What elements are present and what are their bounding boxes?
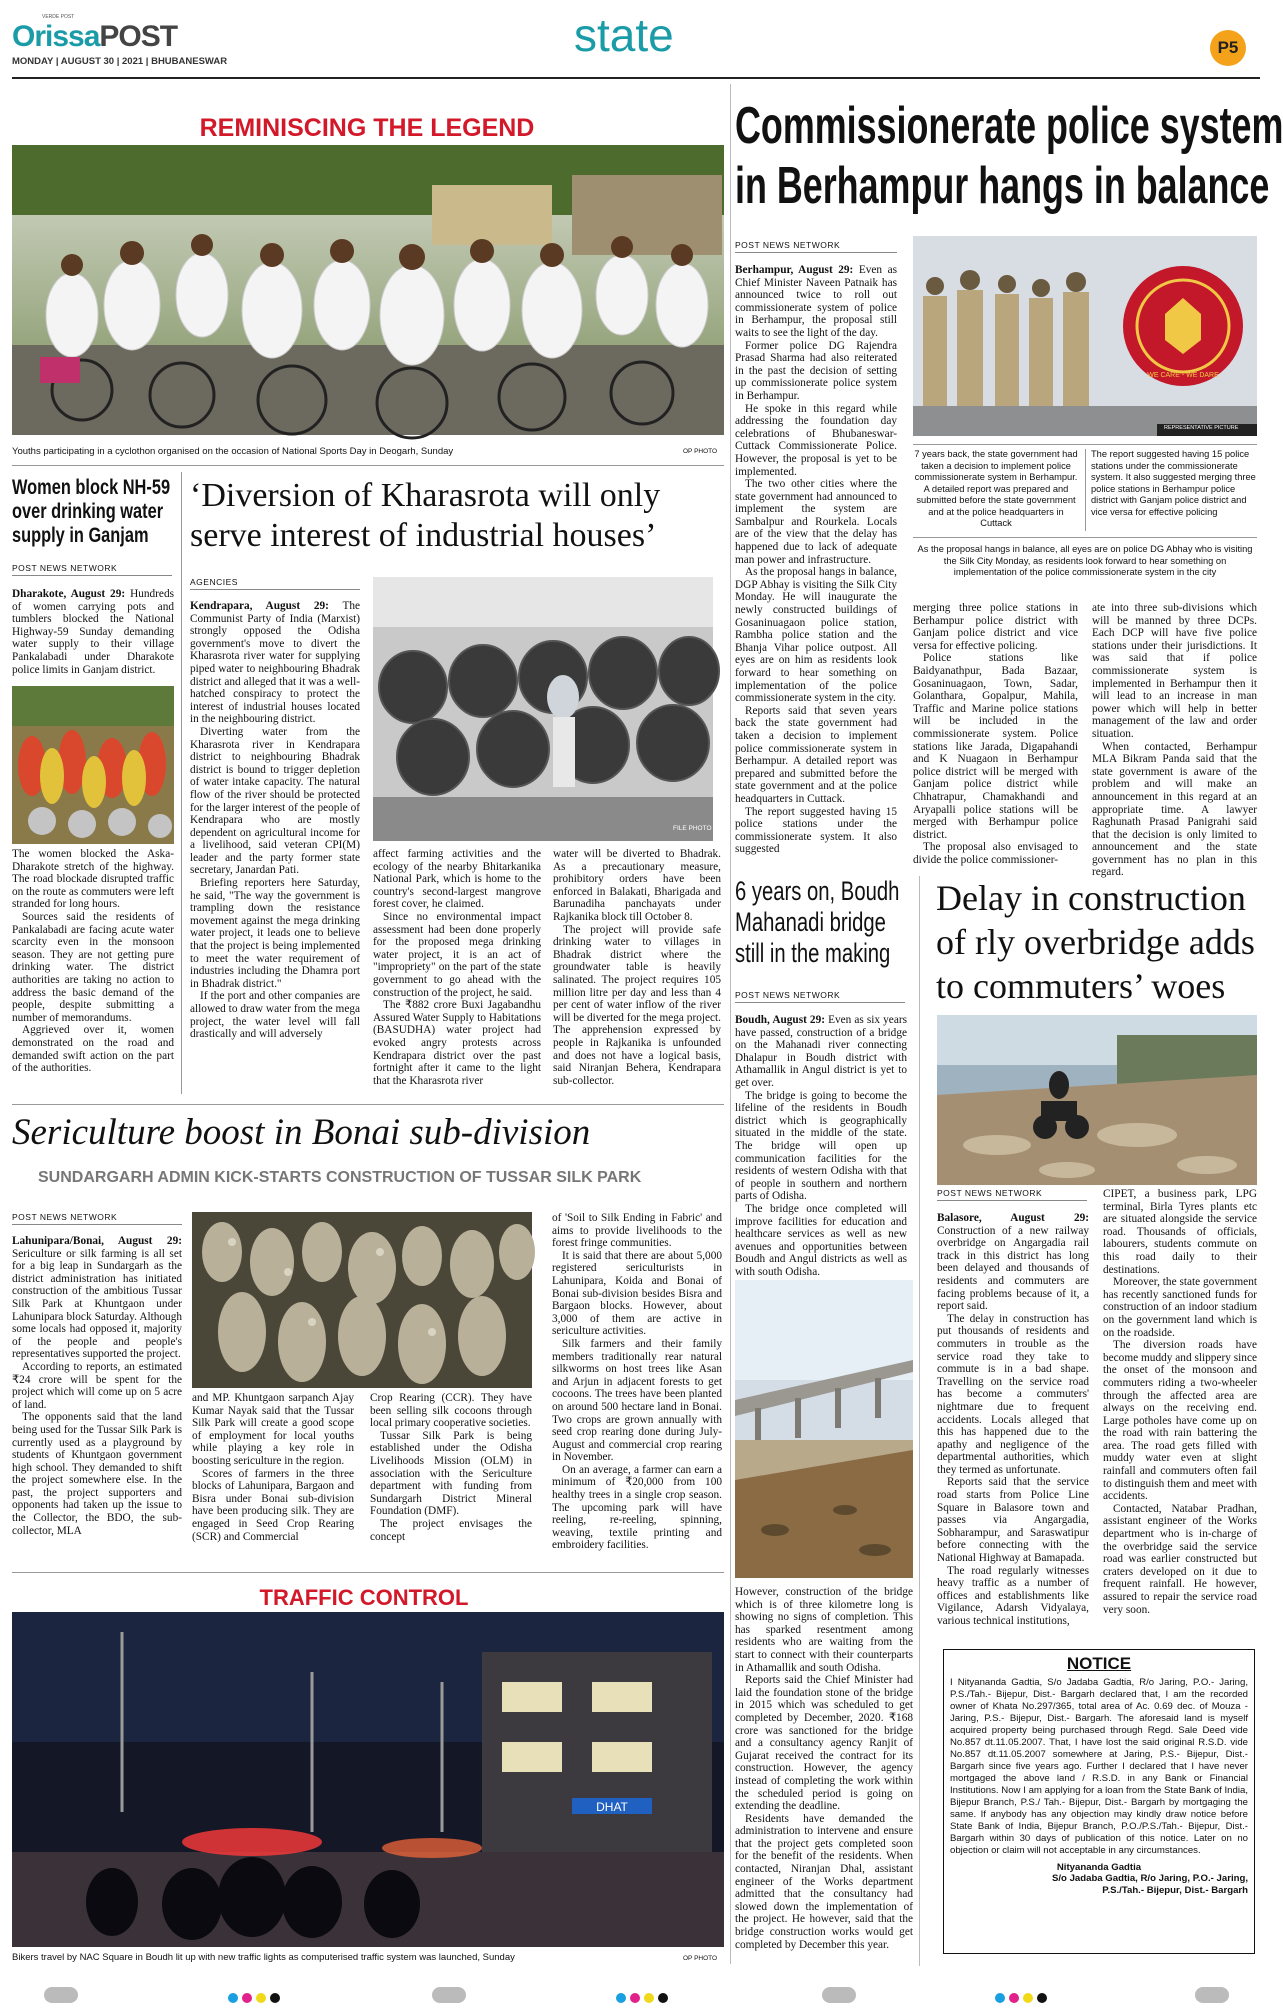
berhampur-paragraph: Even as Chief Minister Naveen Patnaik has announced twice to roll out commissionerate system of police in Berhampur, the proposal still waits to see the light of the day. (735, 264, 897, 339)
sericulture-paragraph: and MP. Khuntgaon sarpanch Ajay Kumar Nayak said that the Tussar Silk Park will create a good scope of employment for local youths while playing a key role in boosting sericulture in the region. (192, 1392, 354, 1467)
pipes-illustration (373, 577, 713, 841)
berhampur-paragraph: He spoke in this regard while addressing the foundation day celebrations of Bhubaneswar-Cuttack Commissionerate Police. However, the proposal is yet to be implemented. (735, 402, 897, 478)
berhampur-dateline: Berhampur, August 29: (735, 264, 854, 276)
overbridge-col1 (937, 1212, 1089, 1628)
traffic-credit: OP PHOTO (683, 1955, 718, 1962)
kharasrota-paragraph: Diverting water from the Kharasrota river in Kendrapara district to neighbouring Bhadrak district is bound to trigger depletion of water intake capacity. The natural flow of the river should be protected for the larger interest of the people of Kendrapara who are mostly dependent on agricultural income for a livelihood, said veteran CPI(M) leader and the party former state secretary, Janardan Pati. (190, 725, 360, 877)
page-number-badge: P5 (1210, 30, 1246, 66)
overbridge-paragraph: The road regularly witnesses heavy traffic as a number of offices and establishments like Vigilance, Adarsh Vidyalaya, various technical institutions, (937, 1564, 1089, 1627)
ganjam-body-top (12, 588, 174, 680)
bridge-photo (735, 1280, 913, 1578)
berhampur-col3 (1092, 602, 1257, 879)
kharasrota-col2 (373, 848, 541, 1094)
traffic-caption: Bikers travel by NAC Square in Boudh lit up with new traffic lights as computerised traffic system was launched, Sunday (12, 1952, 515, 1963)
legal-notice (943, 1649, 1255, 1954)
pothole-road-photo (937, 1015, 1257, 1185)
ganjam-photo (12, 686, 174, 844)
kharasrota-paragraph: affect farming activities and the ecology of the nearby Bhitarkanika National Park, which is home to the country's second-largest mangrove forest cover, he claimed. (373, 848, 541, 911)
kharasrota-paragraph: The project will provide safe drinking water to villages in Bhadrak district where the groundwater table is heavily salinated. The project requires 105 million litre per day and less than 4 per cent of water inflow of the river will be diverted for the mega project. The apprehension expressed by people in Rajkanika is unfounded and does not have a logical basis, said Niranjan Behera, Kendrapara sub-collector. (553, 923, 721, 1087)
pullquote: The report suggested having 15 police stations under the commissionerate system. It also suggested merging three police stations in Berhampur police district with Ganjam police district and vice versa for effective policing (1091, 449, 1256, 517)
overbridge-col2 (1103, 1188, 1257, 1628)
pullquote-divider (1085, 449, 1086, 531)
pipes-photo (373, 577, 713, 841)
police-emblem-text: WE CARE - WE DARE (1147, 372, 1219, 379)
berhampur-paragraph: The proposal also envisaged to divide the police commissioner- (913, 841, 1078, 866)
column-divider (730, 84, 731, 1964)
notice-title: NOTICE (1066, 1654, 1132, 1673)
logo (12, 20, 177, 54)
sericulture-paragraph: It is said that there are about 5,000 registered sericulturists in Lahunipara, Koida and Bonai of Bonai sub-division besides Bisra and Bargaon blocks. However, about 3,000 of them are active in sericulture activities. (552, 1249, 722, 1338)
overbridge-dateline: Balasore, August 29: (937, 1212, 1089, 1224)
pipes-credit: FILE PHOTO (673, 825, 712, 832)
boudh-paragraph: The bridge is going to become the lifeline of the residents in Boudh district which is geographically situated in the middle of the state. The bridge will open up communication facilities for the residents of western Odisha with that of people in southern and northern parts of Odisha. (735, 1089, 907, 1203)
ganjam-headline-line: over drinking water (12, 500, 164, 523)
sericulture-col4 (552, 1212, 722, 1564)
ganjam-headline (12, 476, 192, 548)
traffic-sign-text: DHAT (596, 1800, 628, 1814)
police-illustration (913, 236, 1257, 436)
kharasrota-headline-line: serve interest of industrial houses’ (190, 517, 657, 554)
berhampur-paragraph: The two other cities where the state government had announced to implement the system are Sambalpur and Rourkela. Locals are of the view that the delay has happened due to lack of adequate man power and infrastructure. (735, 478, 897, 566)
legend-kicker: REMINISCING THE LEGEND (199, 114, 535, 142)
overbridge-paragraph: The delay in construction has put thousands of residents and commuters in trouble as the service road they take to commute is in a bad shape. Travelling on the service road has become a commuters' nightmare due to frequent accidents. Locals alleged that this has happened due to the apathy and negligence of the departmental authorities, which they termed as unfortunate. (937, 1312, 1089, 1476)
print-registration-marks (0, 1984, 1272, 2006)
cmyk-swatches (616, 1990, 668, 2008)
police-photo (913, 236, 1257, 436)
sericulture-col1 (12, 1235, 182, 1565)
sericulture-paragraph: Tussar Silk Park is being established under the Odisha Livelihoods Mission (OLM) in association with the Sericulture department with funding from Sundargarh District Mineral Foundation (DMF). (370, 1429, 532, 1518)
berhampur-paragraph: Reports said that seven years back the state government had taken a decision to implement police commissionerate system in Berhampur. A detailed report was prepared and submitted before the state government and at the police headquarters in Cuttack. (735, 704, 897, 805)
sericulture-col2 (192, 1392, 354, 1564)
berhampur-paragraph: The report suggested having 15 police stations under the commissionerate system. It also suggested (735, 805, 897, 856)
overbridge-headline-line: to commuters’ woes (936, 966, 1226, 1006)
traffic-photo (12, 1612, 724, 1947)
kharasrota-dateline: Kendrapara, August 29: (190, 600, 329, 612)
sericulture-paragraph: According to reports, an estimated ₹24 crore will be spent for the project which will come up on 5 acre of land. (12, 1360, 182, 1411)
masthead-divider (12, 77, 1260, 79)
sericulture-dateline: Lahunipara/Bonai, August 29: (12, 1235, 182, 1247)
boudh-paragraph: Even as six years have passed, construction of a bridge on the Mahanadi river connecting Dhalapur in Boudh district with Athamallik in Angul district is yet to get over. (735, 1014, 907, 1089)
pothole-road-illustration (937, 1015, 1257, 1185)
logo-tag: VERDE POST (42, 14, 75, 20)
registration-dot (822, 1987, 856, 2003)
ganjam-paragraph: Hundreds of women carrying pots and tumblers blocked the National Highway-59 Sunday demanding water supply to their village Pankalabadi under Dharakote police limits in Ganjam district. (12, 588, 174, 676)
cyclothon-illustration (12, 145, 724, 435)
registration-dot (44, 1987, 78, 2003)
cmyk-swatches (228, 1990, 280, 2008)
berhampur-paragraph: Former police DG Rajendra Prasad Sharma had also reiterated in the past the decision of setting up commissionerate police system in Berhampur. (735, 339, 897, 402)
ganjam-body (12, 848, 174, 1094)
sericulture-paragraph: The project envisages the concept (370, 1517, 532, 1543)
kharasrota-col1 (190, 600, 360, 1094)
notice-signer: Nityananda Gadtia (1056, 1862, 1142, 1873)
ganjam-paragraph: The women blocked the Aska-Dharakote stretch of the highway. The road blockade disrupted traffic on the route as commuters were left stranded for long hours. (12, 848, 174, 911)
overbridge-agency: POST NEWS NETWORK (937, 1188, 1087, 1201)
overbridge-paragraph: Reports said that the service road starts from Police Line Square in Balasore town and passes via Angargadia, Sobharampur, and Saraswatipur before connecting with the National Highway at Bamapada. (937, 1476, 1089, 1565)
ganjam-agency: POST NEWS NETWORK (12, 563, 172, 576)
sericulture-subhead: SUNDARGARH ADMIN KICK-STARTS CONSTRUCTION OF TUSSAR SILK PARK (38, 1169, 642, 1186)
sericulture-paragraph: Crop Rearing (CCR). They have been selling silk cocoons through local primary cooperative societies. (370, 1392, 532, 1430)
cyclothon-photo (12, 145, 724, 435)
sericulture-paragraph: The opponents said that the land being used for the Tussar Silk Park is currently used as a playground by students of Khuntgaon government high school. They demanded to shift the project somewhere else. In the past, the project supporters and opponents had taken up the issue to the Collector, the BDO, the sub-collector, MLA (12, 1411, 182, 1537)
sericulture-paragraph: Sericulture or silk farming is all set for a big leap in Sundargarh as the district administration has initiated construction of the ambitious Tussar Silk Park at Khuntgaon under Lahunipara block Saturday. Although some locals had opposed it, majority of the people and people's representatives supported the project. (12, 1247, 182, 1361)
ganjam-headline-line: Women block NH-59 (12, 476, 171, 499)
logo-suffix: POST (99, 20, 178, 53)
boudh-col-top (735, 1014, 907, 1278)
notice-signer-address: P.S./Tah.- Bijepur, Dist.- Bargarh (1102, 1885, 1248, 1896)
overbridge-paragraph: Moreover, the state government has recently sanctioned funds for construction of an indoor stadium on the government land which is on the roadside. (1103, 1276, 1257, 1339)
column-divider (919, 876, 920, 1966)
berhampur-paragraph: Police stations like Baidyanathpur, Bada Bazaar, Gosaninuagaon, Town, Sadar, Golanthara, Gopalpur, Mahila, Traffic and Marine police stations will be included in the commissionerate system. Police stations like Jarada, Digapahandi and K Nuagaon in Berhampur police district will be merged with Ganjam police district while Chhatrapur, Chamakhandi and Aryapalli police stations will be merged with Berhampur police district. (913, 652, 1078, 841)
overbridge-paragraph: Construction of a new railway overbridge on Angargadia rail track in this district has long been delayed and thousands of residents and commuters are facing problems because of it, a report said. (937, 1224, 1089, 1313)
sericulture-paragraph: Silk farmers and their family members traditionally rear natural silkworms on host trees like Asan and Arjun in adjacent forests to get cocoons. The trees have been planted on around 500 hectare land in Bonai. Two crops are grown annually with seed crop rearing done during July-August and commercial crop rearing in November. (552, 1337, 722, 1464)
berhampur-paragraph: When contacted, Berhampur MLA Bikram Panda said that the state government is aware of the problem and will make an announcement in this regard at an appropriate time. A lawyer Raghunath Prasad Panigrahi said that the decision is only limited to announcement and the state government has no plan in this regard. (1092, 740, 1257, 879)
kharasrota-paragraph: Since no environmental impact assessment had been done properly for the proposed mega drinking water project, it is an act of "impropriety" on the part of the state government to go ahead with the construction of the project, he said. (373, 910, 541, 999)
kharasrota-paragraph: The Communist Party of India (Marxist) strongly opposed the Odisha government's move to divert the Kharasrota river water for supplying piped water to neighbouring Bhadrak district and alleged that it was a well-hatched conspiracy to protect the interest of industrial houses located in the neighbouring district. (190, 600, 361, 726)
overbridge-headline-line: Delay in construction (936, 878, 1246, 918)
kharasrota-paragraph: The ₹882 crore Buxi Jagabandhu Assured Water Supply to Habitations (BASUDHA) water project had evoked angry protests across Kendrapara district over the past fortnight after it came to the light that the Kharasrota river (373, 999, 541, 1087)
berhampur-agency: POST NEWS NETWORK (735, 240, 897, 253)
berhampur-pullquote-box (913, 444, 1257, 538)
sericulture-paragraph: On an average, a farmer can earn a minimum of ₹20,000 from 100 healthy trees in a single crop season. The upcoming park will have reeling, re-reeling, spinning, weaving, textile printing and embroidery facilities. (552, 1463, 722, 1552)
sericulture-col3 (370, 1392, 532, 1564)
women-protest-illustration (12, 686, 174, 844)
divider (12, 1572, 724, 1573)
boudh-headline (735, 876, 905, 969)
registration-dot (432, 1987, 466, 2003)
kharasrota-paragraph: water will be diverted to Bhadrak. As a precautionary measure, prohibitory orders have been enforced in Balakati, Bharigada and Barunadiha panchayats under Rajkanika block till October 8. (553, 848, 721, 923)
kharasrota-col3 (553, 848, 721, 1094)
boudh-paragraph: The bridge once completed will improve facilities for education and healthcare services as well as new avenues and opportunities between Boudh and Angul districts as well as with south Odisha. (735, 1202, 907, 1278)
ganjam-headline-line: supply in Ganjam (12, 524, 149, 547)
cocoons-photo (192, 1212, 532, 1388)
overbridge-headline-line: of rly overbridge adds (936, 922, 1255, 962)
sericulture-paragraph: Scores of farmers in the three blocks of Lahunipara, Bargaon and Bisra under Bonai sub-division have been producing silk. They are engaged in Seed Crop Rearing (SCR) and Commercial (192, 1467, 354, 1543)
kharasrota-agency: AGENCIES (190, 577, 360, 590)
overbridge-paragraph: CIPET, a business park, LPG terminal, Birla Tyres plants etc are situated alongside the service road. Thousands of officials, labourers, students commute on this road daily to their destinations. (1103, 1188, 1257, 1276)
kharasrota-headline-line: ‘Diversion of Kharasrota will only (190, 477, 661, 514)
overbridge-paragraph: The diversion roads have become muddy and slippery since the onset of the monsoon and commuters riding a two-wheeler through the affected area are always on the receiving end. Large potholes have come up on the road with rain battering the area. The road gets filled with muddy water even at slight rainfall and commuters often fail to distinguish them and meet with accidents. (1103, 1339, 1257, 1503)
sericulture-headline: Sericulture boost in Bonai sub-division (12, 1112, 591, 1153)
berhampur-col1 (735, 264, 897, 864)
police-photo-credit: REPRESENTATIVE PICTURE (1164, 425, 1239, 431)
berhampur-paragraph: ate into three sub-divisions which will be manned by three DCPs. Each DCP will have five police stations under their jurisdictions. It was said that if police commissionerate system is implemented in Berhampur then it will lead to an increase in man power which will help in better management of the law and order situation. (1092, 602, 1257, 740)
notice-body: I Nityananda Gadtia, S/o Jadaba Gadtia, R/o Jaring, P.O.- Jaring, P.S./Tah.- Bijepur, Dist.- Bargarh declared that, I am the recorded owner of Khata No.297/365, total area of Ac. 0.69 dec. of Mouza - Jaring, P.S.- Bijepur, Dist.- Bargarh. The aforesaid land is myself acquired property being purchased through Regd. Sale Deed vide No.857 dt.11.05.2007. That, I have lost the said original R.S.D. vide No.857 dt.11.05.2007 somewhere at Jaring, P.S.- Bijepur, Dist.- Bargarh since five years ago. Further I declared that I have never mortgaged the above land / R.S.D. in any Bank or Financial Institutions. Now I am applying for a loan from the State Bank of India, Bijepur Branch, P.S./ Tah.- Bijepur, Dist.- Bargarh by mortgaging the same. If anybody has any objection may kindly draw notice before State Bank of India, Bijepur Branch, P.O./P.S./Tah.- Bijepur, Dist.- Bargarh within 30 days of publication of this notice. Later on no objection or claim will not acceptable in any circumstances. (950, 1677, 1248, 1856)
boudh-agency: POST NEWS NETWORK (735, 990, 905, 1003)
kharasrota-paragraph: Briefing reporters here Saturday, he said, "The way the government is trampling down the resistance movement against the mega drinking water project, it leads one to believe that the project is being implemented to meet the water requirement of industries including the Dhamra port in Bhadrak district." (190, 877, 360, 990)
registration-dot (1195, 1987, 1229, 2003)
legend-caption: Youths participating in a cyclothon organised on the occasion of National Sports Day in Deogarh, Sunday (12, 446, 454, 457)
berhampur-paragraph: As the proposal hangs in balance, DGP Abhay is visiting the Silk City Monday. He will inaugurate the newly constructed buildings of Gosaninuagaon police station, Rambha police station and the Bhanja Vihar police outpost. All eyes are on him as residents look forward to hear something on implementation of the police commissionerate system in the city. (735, 566, 897, 705)
kharasrota-headline (190, 476, 726, 556)
ganjam-paragraph: Sources said the residents of Pankalabadi are facing acute water scarcity even in the monsoon season. They are not getting pure drinking water. The district authorities are taking no action to address the basic demand of the people, despite submitting a number of memorandums. (12, 910, 174, 1024)
berhampur-headline-line: in Berhampur hangs in balance (735, 157, 1270, 215)
dateline: MONDAY | AUGUST 30 | 2021 | BHUBANESWAR (12, 56, 228, 67)
cocoons-illustration (192, 1212, 532, 1388)
boudh-headline-line: Mahanadi bridge (735, 907, 886, 937)
berhampur-paragraph: merging three police stations in Berhampur police district with Ganjam police district and vice versa for effective policing. (913, 602, 1078, 652)
column-divider (181, 472, 182, 1094)
boudh-col-bottom (735, 1586, 913, 1968)
ganjam-dateline: Dharakote, August 29: (12, 588, 126, 600)
overbridge-headline (936, 876, 1260, 1008)
boudh-headline-line: still in the making (735, 938, 891, 968)
berhampur-col2 (913, 602, 1078, 864)
legend-credit: OP PHOTO (683, 448, 718, 455)
boudh-paragraph: Reports said the Chief Minister had laid the foundation stone of the bridge in 2015 which was scheduled to get completed by December, 2020. ₹168 crore was sanctioned for the bridge and a consultancy agency Ranjit of Gujarat received the contract for its construction. However, the agency instead of completing the work within the scheduled period is going on extending the deadline. (735, 1674, 913, 1813)
traffic-illustration (12, 1612, 724, 1947)
pullquote: 7 years back, the state government had taken a decision to implement police commissionerate system in Berhampur. A detailed report was prepared and submitted before the state government and at the police headquarters in Cuttack (914, 449, 1078, 528)
logo-prefix: Orissa (12, 20, 100, 53)
divider (12, 465, 724, 466)
overbridge-paragraph: Contacted, Natabar Pradhan, assistant engineer of the Works department who is in-charge of the overbridge said the service road was earlier constructed but craters developed on it due to frequent rainfall. He however, assured to repair the service road very soon. (1103, 1502, 1257, 1616)
boudh-headline-line: 6 years on, Boudh (735, 876, 900, 906)
police-photo-caption: As the proposal hangs in balance, all eyes are on police DG Abhay who is visiting the Silk City Monday, as residents look forward to hear something on implementation of the police commissionerate system in the city (917, 544, 1253, 577)
section-name: state (574, 9, 674, 61)
kharasrota-paragraph: If the port and other companies are allowed to draw water from the mega project, the water level will fall drastically and will adversely (190, 990, 360, 1041)
cmyk-swatches (995, 1990, 1047, 2008)
notice-signer-address: S/o Jadaba Gadtia, R/o Jaring, P.O.- Jaring, (1051, 1873, 1248, 1884)
ganjam-paragraph: Aggrieved over it, women demonstrated on the road and demanded swift action on the part of the authorities. (12, 1024, 174, 1075)
boudh-paragraph: Residents have demanded the administration to intervene and ensure that the project gets completed soon for the benefit of the residents. When contacted, Niranjan Dhal, assistant engineer of the Works department admitted that the consultancy had slowed down the implementation of the project. He however, said that the bridge construction works would get completed by December this year. (735, 1812, 913, 1951)
boudh-paragraph: However, construction of the bridge which is of three kilometre long is showing no signs of completion. This has sparked resentment among residents who are waiting from the start to connect with their counterparts in Athamallik and south Odisha. (735, 1586, 913, 1674)
bridge-illustration (735, 1280, 913, 1578)
divider (12, 1104, 724, 1105)
berhampur-headline (735, 96, 1283, 216)
masthead (12, 9, 1262, 76)
berhampur-headline-line: Commissionerate police system (735, 97, 1283, 155)
boudh-dateline: Boudh, August 29: (735, 1014, 825, 1026)
sericulture-paragraph: of 'Soil to Silk Ending in Fabric' and aims to provide livelihoods to the forest fringe communities. (552, 1212, 722, 1250)
sericulture-agency: POST NEWS NETWORK (12, 1212, 182, 1225)
traffic-kicker: TRAFFIC CONTROL (259, 1585, 469, 1610)
